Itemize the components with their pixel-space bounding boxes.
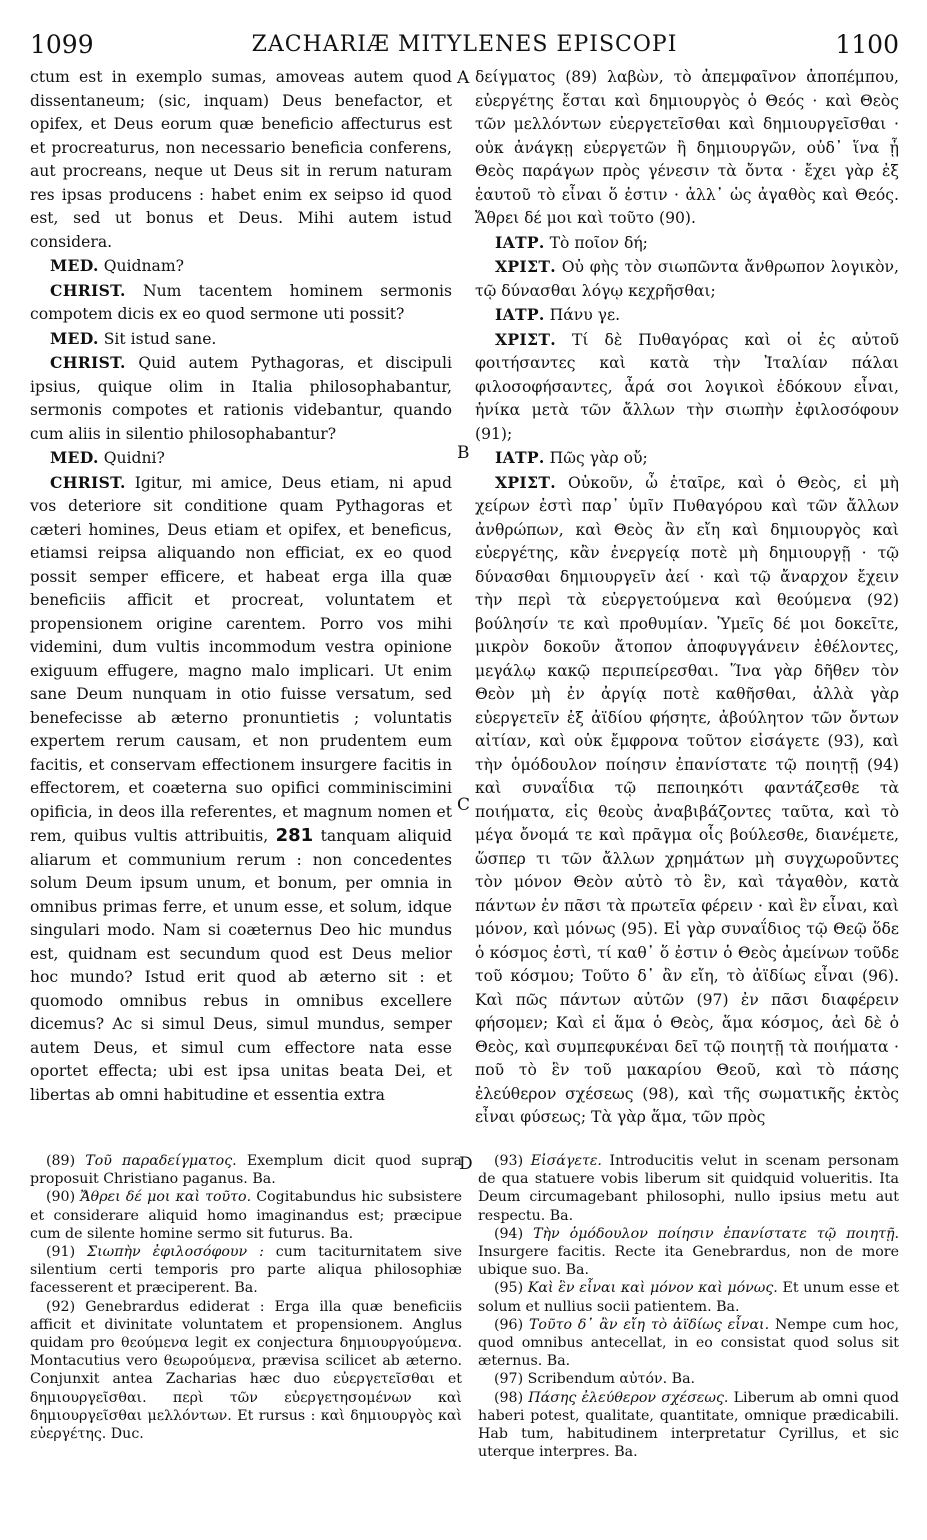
footnote: (95) Καὶ ἓν εἶναι καὶ μόνον καὶ μόνως. Et unum esse et solum et nullius socii patientem. Ba. — [478, 1280, 900, 1315]
margin-mark-d: D — [459, 1154, 473, 1174]
footnote: (94) Τὴν ὁμόδουλον ποίησιν ἐπανίστατε τῷ ποιητῇ. Insurgere facitis. Recte ita Genebrardus, non de more ubique suo. Ba. — [478, 1225, 899, 1279]
footnote: (91) Σιωπὴν ἐφιλοσόφουν : cum taciturnitatem sive silentium certi temporis pro parte aliqua philosophiæ facesserent et præciperent. Ba. — [30, 1244, 463, 1297]
greek-paragraph: ΙΑΤΡ. Πάνυ γε. — [495, 305, 621, 324]
greek-paragraph: δείγματος (89) λαβὼν, τὸ ἀπεμφαῖνον ἀποπέμπου, εὐεργέτης ἔσται καὶ δημιουργὸς ὁ Θεός · καὶ Θεὸς τῶν μελλόντων εὐεργετεῖσθαι καὶ δημιουργεῖσθαι · οὐκ ἀνάγκῃ εὐεργετῶν ἢ δημιουργῶν, οὐδ᾽ ἵνα ᾖ Θεὸς παράγων πρὸς γένεσιν τὰ ὄντα · ἔχει γὰρ ἐξ ἑαυτοῦ τὸ εἶναι ὅ ἐστιν · ἀλλ᾽ ὡς ἀγαθὸς καὶ Θεός. Ἄθρει δέ μοι καὶ τοῦτο (90). — [475, 68, 899, 227]
greek-paragraph: ΙΑΤΡ. Πῶς γὰρ οὔ; — [495, 448, 648, 467]
page-header — [30, 30, 899, 64]
latin-column — [30, 66, 452, 1107]
footnotes-right — [478, 1152, 899, 1461]
latin-paragraph: CHRIST. Num tacentem hominem sermonis compotem dicis ex eo quod sermone uti possit? — [30, 280, 452, 323]
footnote: (98) Πάσης ἐλεύθερον σχέσεως. Liberum ab omni quod haberi potest, qualitate, quantitate, omnique prædicabili. Hab tum, habitudinem interpretatur Cyrillus, et sic uterque interpres. Ba. — [478, 1389, 899, 1461]
latin-paragraph: CHRIST. Igitur, mi amice, Deus etiam, ni apud vos deteriore sit conditione quam Pythagoras et cæteri homines, Deus etiam et opifex, et beneficus, etiamsi reipsa aliquando non efficiat, ex eo quod possit semper efficere, et habeat erga illa quæ beneficiis afficit et procreat, voluntatem et propensionem origine carentem. Porro vos mihi videmini, dum vultis incommodum vestra opinione exiguum effugere, magno malo implicari. Ut enim sane Deum nunquam in otio fuisse versatum, sed benefecisse ab æterno pronuntietis ; voluntatis expertem rerum causam, et non prudentem eum facitis, et conservam effectionem insurgere facitis in effectorem, et coæterna suo opifici comminiscimini opificia, in deos illa referentes, et magnum nomen et rem, quibus vultis attribuitis, 281 tanquam aliquid aliarum et communium rerum : non concedentes solum Deum ipsum unum, et bonum, per omnia in omnibus primas ferre, et unum esse, et solum, idque singulari modo. Nam si coæternus Deo hic mundus est, quidnam est secundum quod est Deus melior hoc mundo? Istud erit quod ab æterno sit : et quomodo omnibus rebus in omnibus excellere dicemus? Ac si simul Deus, simul mundus, semper autem Deus, et simul cum effectore nata esse oportet effecta; ubi est ipsa unitas beata Dei, et libertas ab omni habitudine et essentia extra — [30, 472, 452, 1104]
footnotes-left — [30, 1152, 462, 1443]
footnote: (93) Εἰσάγετε. Introducitis velut in scenam personam de qua statuere vobis liberum sit quidquid volueritis. Ita Deum circumagebant philosophi, nullo ipsius metu aut respectu. Ba. — [478, 1153, 899, 1224]
greek-paragraph: ΧΡΙΣΤ. Οὐκοῦν, ὦ ἑταῖρε, καὶ ὁ Θεὸς, εἰ μὴ χείρων ἐστὶ παρ᾽ ὑμῖν Πυθαγόρου καὶ τῶν ἄλλων ἀνθρώπων, καὶ Θεὸς ἂν εἴη καὶ δημιουργὸς καὶ εὐεργέτης, κἂν ἐνεργείᾳ ποτὲ μὴ δημιουργῇ · τῷ δύνασθαι δημιουργεῖν ἀεί · καὶ τῷ ἄναρχον ἔχειν τὴν περὶ τὰ εὐεργετούμενα καὶ θεούμενα (92) βούλησίν τε καὶ προθυμίαν. Ὑμεῖς δέ μοι δοκεῖτε, μικρὸν δοκοῦν ἄτοπον ἀποφυγγάνειν ἐθέλοντες, μεγάλῳ κακῷ περιπείρεσθαι. Ἵνα γὰρ δῆθεν τὸν Θεὸν μὴ ἐν ἀργίᾳ ποτὲ καθῆσθαι, ἀλλὰ γὰρ εὐεργετεῖν ἐξ ἀϊδίου φήσητε, ἀβούλητον τῶν ὄντων αἰτίαν, καὶ οὐκ ἔμφρονα τοῦτον εἰσάγετε (93), καὶ τὴν ὁμόδουλον ποίησιν ἐπανίστατε τῷ ποιητῇ (94) καὶ συναΐδια τῷ πεποιηκότι φαντάζεσθε τὰ ποιήματα, εἰς θεοὺς ἀναβιβάζοντες ταῦτα, καὶ τὸ μέγα ὄνομά τε καὶ πρᾶγμα οἷς βούλεσθε, διανέμετε, ὥσπερ τι τῶν ἄλλων χρημάτων μὴ συγχωροῦντες τὸν μόνον Θεὸν αὐτὸ τὸ ἓν, καὶ τἀγαθὸν, κατὰ πάντων ἐν πᾶσι τὰ πρωτεῖα φέρειν · καὶ ἓν εἶναι, καὶ μόνον, καὶ μόνως (95). Εἰ γὰρ συναΐδιος τῷ Θεῷ ὅδε ὁ κόσμος ἐστὶ, τί καθ᾽ ὅ ἐστιν ὁ Θεὸς ἀμείνων τοῦδε τοῦ κόσμου; Τοῦτο δ᾽ ἂν εἴη, τὸ ἀϊδίως εἶναι (96). Καὶ πῶς πάντων αὐτῶν (97) ἐν πᾶσι διαφέρειν φήσομεν; Καὶ εἰ ἅμα ὁ Θεὸς, ἅμα κόσμος, ἀεὶ δὲ ὁ Θεὸς, καὶ συμπεφυκέναι δεῖ τῷ ποιητῇ τὰ ποιήματα · ποῦ τὸ ἓν τοῦ μακαρίου Θεοῦ, καὶ τὸ πάσης ἐλεύθερον σχέσεως (98), καὶ τῆς σωματικῆς ἐκτὸς εἶναι φύσεως; Τὰ γὰρ ἅμα, τῶν πρὸς — [475, 472, 899, 1126]
greek-paragraph: ΙΑΤΡ. Τὸ ποῖον δή; — [495, 232, 648, 252]
footnote: (90) Ἄθρει δέ μοι καὶ τοῦτο. Cogitabundus hic subsistere et considerare aliquid homo imaginandus est; præcipue cum de silente homine sermo sit futurus. Ba. — [30, 1189, 463, 1242]
column-number: 281 — [275, 825, 314, 846]
greek-paragraph: ΧΡΙΣΤ. Τί δὲ Πυθαγόρας καὶ οἱ ἐς αὐτοῦ φοιτήσαντες καὶ κατὰ τὴν Ἰταλίαν πάλαι φιλοσοφήσαντες, ἆρά σοι λογικοὶ ἐδόκουν εἶναι, ἡνίκα μετὰ τῶν ἄλλων τὴν σιωπὴν ἐφιλοσόφουν (91); — [475, 329, 899, 443]
footnote: (92) Genebrardus ediderat : Erga illa quæ beneficiis afficit et divinitate voluntatem et propensionem. Anglus quidam pro θεούμενα legit ex conjectura δημιουργούμενα. Montacutius vero θεωρούμενα, prævisa scilicet ab æterno. Conjunxit antea Zacharias hæc duo εὐεργετεῖσθαι et δημιουργεῖσθαι. περὶ τῶν εὐεργετησομένων καὶ δημιουργεῖσθαι μελλόντων. Et rursus : καὶ δημιουργὸς καὶ εὐεργέτης. Duc. — [30, 1298, 462, 1443]
footnote: (97) Scribendum αὐτόν. Ba. — [494, 1371, 696, 1388]
margin-mark-c: C — [457, 795, 471, 815]
page-number-left: 1099 — [30, 30, 94, 59]
margin-mark-b: B — [457, 443, 470, 463]
greek-column — [475, 66, 899, 1130]
running-title: ZACHARIÆ MITYLENES EPISCOPI — [251, 32, 678, 57]
footnote: (96) Τοῦτο δ᾽ ἂν εἴη τὸ ἀϊδίως εἶναι. Nempe cum hoc, quod omnibus antecellat, in eo consistat quod solus sit æternus. Ba. — [478, 1316, 900, 1370]
latin-paragraph: MED. Quidni? — [50, 448, 165, 467]
latin-paragraph: MED. Quidnam? — [50, 256, 185, 275]
footnote: (89) Τοῦ παραδείγματος. Exemplum dicit quod supra proposuit Christiano paganus. Ba. — [30, 1153, 462, 1188]
latin-paragraph: ctum est in exemplo sumas, amoveas autem quod dissentaneum; (sic, inquam) Deus benefactor, et opifex, et Deus eorum quæ beneficio affecturus est et procreaturus, non necessario beneficia conferens, aut procreans, neque ut Deus sit in rerum naturam res ipsas producens : habet enim ex seipso id quod est, sed ut bonus et Deus. Mihi autem istud considera. — [30, 68, 452, 251]
latin-paragraph: MED. Sit istud sane. — [50, 328, 217, 348]
margin-mark-a: A — [457, 68, 470, 88]
latin-paragraph: CHRIST. Quid autem Pythagoras, et discipuli ipsius, quique olim in Italia philosophabantur, sermonis compotes et rationis videbantur, quando cum aliis in silentio philosophabantur? — [30, 353, 452, 443]
page-number-right: 1100 — [835, 30, 899, 59]
greek-paragraph: ΧΡΙΣΤ. Οὐ φὴς τὸν σιωπῶντα ἄνθρωπον λογικὸν, τῷ δύνασθαι λόγῳ κεχρῆσθαι; — [475, 257, 899, 300]
